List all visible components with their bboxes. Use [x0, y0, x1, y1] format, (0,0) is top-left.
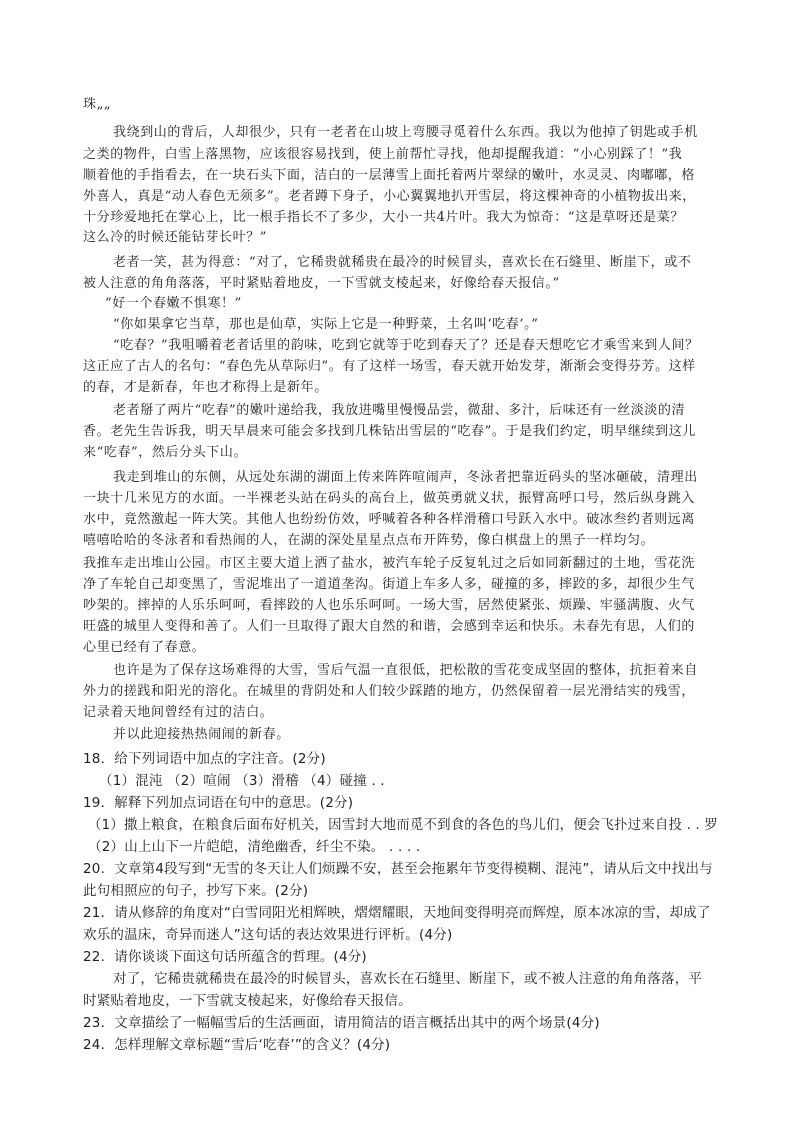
passage-line: 我走到堆山的东侧，从远处东湖的湖面上传来阵阵喧闹声，冬泳者把靠近码头的坚冰砸破，清理出 — [113, 470, 698, 485]
passage-line: 来“吃春”，然后分头下山。 — [83, 445, 248, 460]
passage-line: 并以此迎接热热闹闹的新春。 — [113, 727, 290, 742]
passage-line: 我绕到山的背后，人却很少，只有一老者在山坡上弯腰寻觅着什么东西。我以为他掉了钥匙或手机 — [113, 125, 698, 140]
passage-line: 这么冷的时候还能钻芽长叶？” — [83, 230, 268, 245]
passage-line: “你如果拿它当草，那也是仙草，实际上它是一种野菜，土名叫‘吃春’。” — [113, 317, 539, 332]
question-22-quote-cont: 时紧贴着地皮，一下雪就支棱起来，好像给春天报信。 — [83, 993, 412, 1009]
question-18: 18．给下列词语中加点的字注音。(2分) — [83, 751, 326, 767]
passage-line: 外力的搓践和阳光的溶化。在城里的背阴处和人们较少踩踏的地方，仍然保留着一层光滑结实的残雪， — [83, 684, 696, 699]
passage-line: 水中，竟然激起一阵大笑。其他人也纷纷仿效，呼喊着各种各样滑稽口号跃入水中。破冰叁约者则远离 — [83, 512, 696, 527]
question-21: 21．请从修辞的角度对“白雪同阳光相辉映，熠熠耀眼，天地间变得明亮而辉煌，原本冰凉的雪，却成了 — [83, 905, 711, 921]
question-19: 19．解释下列加点词语在句中的意思。(2分) — [83, 795, 354, 811]
question-19-item-2: （2）山上山下一片皑皑，清绝幽香，纤尘不染。 . . . . — [88, 839, 421, 855]
passage-line: 的春，才是新春，年也才称得上是新年。 — [83, 380, 328, 395]
question-20-cont: 此句相照应的句子，抄写下来。(2分) — [83, 883, 309, 899]
passage-line: 记录着天地间曾经有过的洁白。 — [83, 705, 274, 720]
passage-line: 顺着他的手指看去，在一块石头下面，洁白的一层薄雪上面托着两片翠绿的嫩叶，水灵灵、肉嘟嘟，格 — [83, 168, 696, 183]
question-23: 23．文章描绘了一幅幅雪后的生活画面，请用简洁的语言概括出其中的两个场景(4分) — [83, 1015, 600, 1031]
passage-line: 香。老先生告诉我，明天早晨来可能会多找到几株钻出雪层的“吃春”。于是我们约定，明早继续到这儿 — [83, 424, 696, 439]
passage-line: 十分珍爱地托在掌心上，比一根手指长不了多少，大小一共4片叶。我大为惊奇：“这是草呀还是菜？ — [83, 210, 684, 225]
question-24: 24．怎样理解文章标题“雪后‘吃春’”的含义？(4分) — [83, 1037, 391, 1053]
passage-line: 老者一笑，甚为得意：“对了，它稀贵就稀贵在最冷的时候冒头，喜欢长在石缝里、断崖下，或不 — [113, 255, 692, 270]
question-22-quote: 对了，它稀贵就稀贵在最冷的时候冒头，喜欢长在石缝里、断崖下，或不被人注意的角角落落，平 — [113, 971, 703, 987]
passage-line: 老者掰了两片“吃春”的嫩叶递给我，我放进嘴里慢慢品尝，微甜、多汁，后味还有一丝淡淡的清 — [113, 403, 686, 418]
question-18-items: （1）混沌 （2）喧闹 （3）滑稽 （4）碰撞 . . — [99, 773, 385, 789]
question-20: 20．文章第4段写到“无雪的冬天让人们烦躁不安，甚至会拖累年节变得模糊、混沌”，请从后文中找出与 — [83, 861, 713, 877]
passage-line: 一块十几米见方的水面。一半裸老头站在码头的高台上，做英勇就义状，振臂高呼口号，然后纵身跳入 — [83, 491, 696, 506]
passage-line: 这正应了古人的名句：“春色先从草际归”。有了这样一场雪，春天就开始发芽，渐渐会变得芬芳。这样 — [83, 359, 696, 374]
passage-line: 被人注意的角角落落，平时紧贴着地皮，一下雪就支棱起来，好像给春天报信。” — [83, 276, 560, 291]
question-21-cont: 欢乐的温床，奇异而迷人”这句话的表达效果进行评析。(4分) — [83, 927, 453, 943]
passage-line: 嘻嘻哈哈的冬泳者和看热闹的人，在湖的深处星星点点布开阵势，像白棋盘上的黑子一样均匀。 — [83, 533, 655, 548]
passage-line: 心里已经有了春意。 — [83, 640, 206, 655]
passage-line: 外喜人，真是“动人春色无须多”。老者蹲下身子，小心翼翼地扒开雪层，将这棵神奇的小植物拔出来， — [83, 189, 696, 204]
passage-line: “吃春？”我咀嚼着老者话里的韵味，吃到它就等于吃到春天了？还是春天想吃它才乘雪来到人间？ — [113, 338, 699, 353]
passage-line: 吵架的。摔掉的人乐乐呵呵，看摔跤的人也乐乐呵呵。一场大雪，居然使紧张、烦躁、牢骚满腹、火气 — [83, 598, 696, 613]
passage-line: “好一个春嫩不惧寒！” — [105, 296, 242, 311]
passage-line: 旺盛的城里人变得和善了。人们一旦取得了跟大自然的和谐，会感到幸运和快乐。未春先有思，人们的 — [83, 619, 696, 634]
passage-line: 也许是为了保存这场难得的大雪，雪后气温一直很低，把松散的雪花变成坚固的整体，抗拒着来自 — [113, 663, 698, 678]
passage-line: 之类的物件，白雪上落黑物，应该很容易找到，使上前帮忙寻找，他却提醒我道：“小心别踩了！”我 — [83, 147, 683, 162]
passage-line: 我推车走出堆山公园。市区主要大道上洒了盐水，被汽车轮子反复轧过之后如同新翻过的土地，雪花洗 — [83, 556, 696, 571]
passage-line: 净了车轮自己却变黑了，雪泥堆出了一道道垄沟。街道上车多人多，碰撞的多，摔跤的多，却很少生气 — [83, 577, 696, 592]
passage-line: 珠„„ — [83, 97, 112, 112]
question-19-item-1: （1）撒上粮食，在粮食后面布好机关，因雪封大地而觅不到食的各色的鸟儿们，便会飞扑过来自投 . . 罗 — [88, 817, 719, 833]
question-22: 22．请你谈谈下面这句话所蕴含的哲理。(4分) — [83, 949, 367, 965]
